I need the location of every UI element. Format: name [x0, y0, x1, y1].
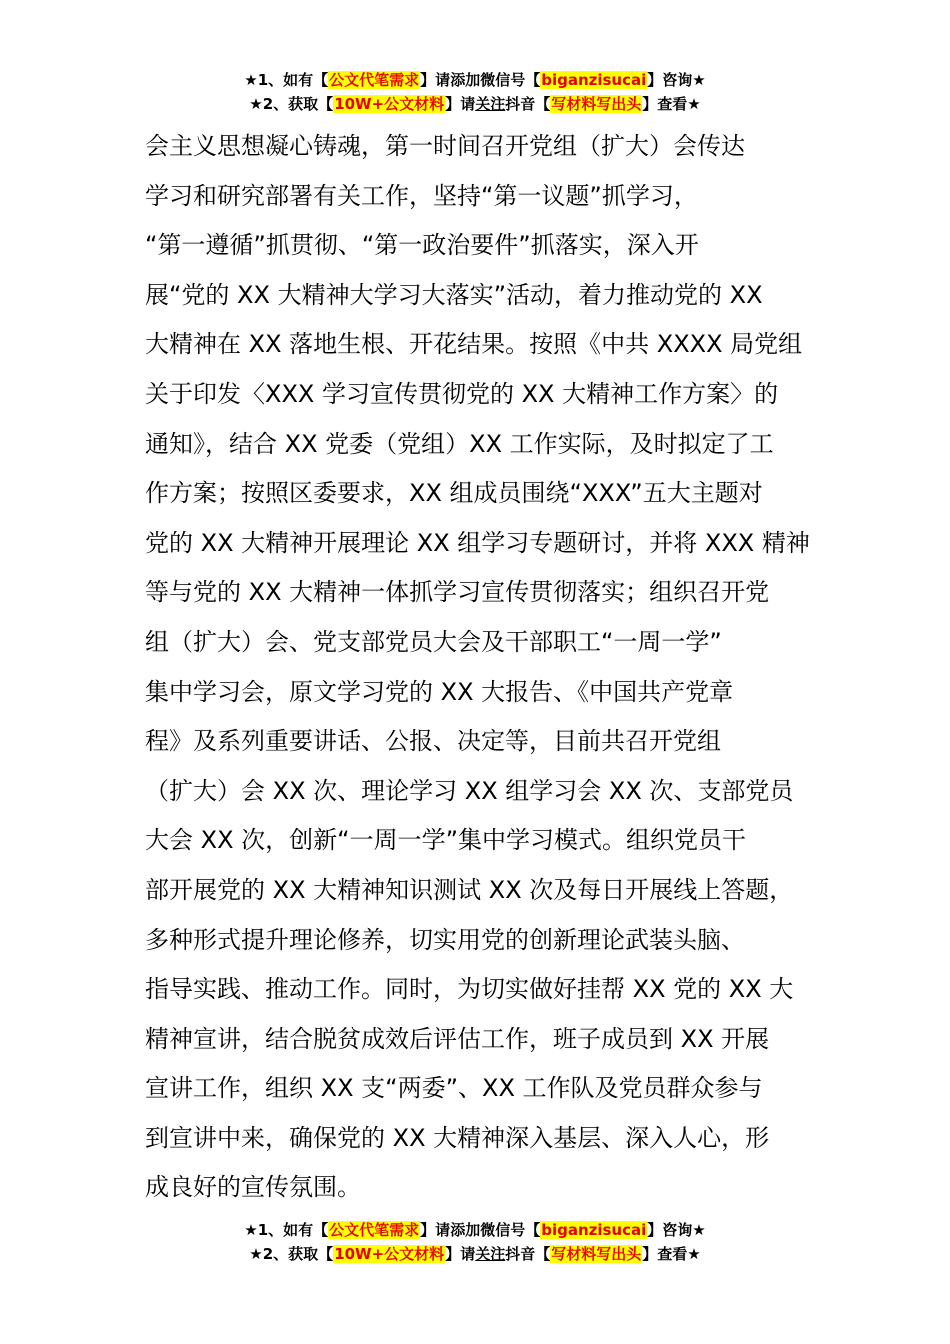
body-line: 多种形式提升理论修养，切实用党的创新理论武装头脑、 — [145, 925, 745, 954]
body-line: 指导实践、推动工作。同时，为切实做好挂帮 XX 党的 XX 大 — [145, 975, 794, 1004]
body-line: 程》及系列重要讲话、公报、决定等，目前共召开党组 — [145, 727, 721, 756]
body-line: 学习和研究部署有关工作，坚持“第一议题”抓学习， — [145, 181, 698, 210]
body-line: 通知》，结合 XX 党委（党组）XX 工作实际，及时拟定了工 — [145, 429, 774, 458]
banner-text: 抖音【 — [505, 1245, 551, 1263]
banner-text: 微信号【 — [480, 1221, 541, 1239]
banner-text: 】请 — [420, 1221, 451, 1239]
banner-emphasis: 添加 — [450, 71, 481, 89]
body-line: 部开展党的 XX 大精神知识测试 XX 次及每日开展线上答题， — [145, 875, 794, 904]
banner-line-2 — [0, 92, 950, 116]
banner-emphasis: 添加 — [450, 1221, 481, 1239]
banner-line-2 — [0, 1242, 950, 1266]
highlight-materials-label: 10W+公文材料 — [334, 95, 445, 113]
body-line: 大会 XX 次，创新“一周一学”集中学习模式。组织党员干 — [145, 826, 747, 855]
highlight-wechat-id: biganzisucai — [541, 71, 647, 89]
body-line: 精神宣讲，结合脱贫成效后评估工作，班子成员到 XX 开展 — [145, 1024, 770, 1053]
banner-emphasis: 关注 — [475, 95, 506, 113]
banner-text: 】咨询★ — [647, 1221, 706, 1239]
banner-text: 】查看★ — [642, 95, 701, 113]
body-line: “第一遵循”抓贯彻、“第一政治要件”抓落实，深入开 — [145, 231, 699, 260]
highlight-materials-label: 10W+公文材料 — [334, 1245, 445, 1263]
banner-text: 】请 — [420, 71, 451, 89]
header-banner — [0, 68, 950, 116]
body-line: 组（扩大）会、党支部党员大会及干部职工“一周一学” — [145, 627, 722, 656]
banner-line-1 — [0, 68, 950, 92]
highlight-service-label: 公文代笔需求 — [329, 71, 420, 89]
body-line: 到宣讲中来，确保党的 XX 大精神深入基层、深入人心，形 — [145, 1123, 770, 1152]
banner-text: ★1、如有【 — [244, 1221, 329, 1239]
banner-text: ★2、获取【 — [249, 95, 334, 113]
footer-banner — [0, 1218, 950, 1266]
body-line: 作方案；按照区委要求，XX 组成员围绕“XXX”五大主题对 — [145, 479, 763, 508]
banner-emphasis: 关注 — [475, 1245, 506, 1263]
banner-line-1 — [0, 1218, 950, 1242]
highlight-douyin-account: 写材料写出头 — [551, 1245, 642, 1263]
body-line: 成良好的宣传氛围。 — [145, 1173, 361, 1202]
highlight-wechat-id: biganzisucai — [541, 1221, 647, 1239]
banner-text: 】请 — [445, 95, 476, 113]
body-line: （扩大）会 XX 次、理论学习 XX 组学习会 XX 次、支部党员 — [145, 776, 794, 805]
banner-text: 】咨询★ — [647, 71, 706, 89]
banner-text: ★1、如有【 — [244, 71, 329, 89]
body-line: 党的 XX 大精神开展理论 XX 组学习专题研讨，并将 XXX 精神 — [145, 528, 810, 557]
body-line: 等与党的 XX 大精神一体抓学习宣传贯彻落实；组织召开党 — [145, 578, 770, 607]
body-line: 集中学习会，原文学习党的 XX 大报告、《中国共产党章 — [145, 677, 734, 706]
banner-text: ★2、获取【 — [249, 1245, 334, 1263]
body-line: 大精神在 XX 落地生根、开花结果。按照《中共 XXXX 局党组 — [145, 330, 803, 359]
highlight-douyin-account: 写材料写出头 — [551, 95, 642, 113]
body-line: 展“党的 XX 大精神大学习大落实”活动，着力推动党的 XX — [145, 280, 763, 309]
body-line: 会主义思想凝心铸魂，第一时间召开党组（扩大）会传达 — [145, 132, 745, 160]
banner-text: 抖音【 — [505, 95, 551, 113]
body-line: 关于印发〈XXX 学习宣传贯彻党的 XX 大精神工作方案〉的 — [145, 379, 779, 408]
banner-text: 】查看★ — [642, 1245, 701, 1263]
body-line: 宣讲工作，组织 XX 支“两委”、XX 工作队及党员群众参与 — [145, 1074, 763, 1103]
banner-text: 微信号【 — [480, 71, 541, 89]
document-body — [145, 122, 810, 1213]
banner-text: 】请 — [445, 1245, 476, 1263]
highlight-service-label: 公文代笔需求 — [329, 1221, 420, 1239]
